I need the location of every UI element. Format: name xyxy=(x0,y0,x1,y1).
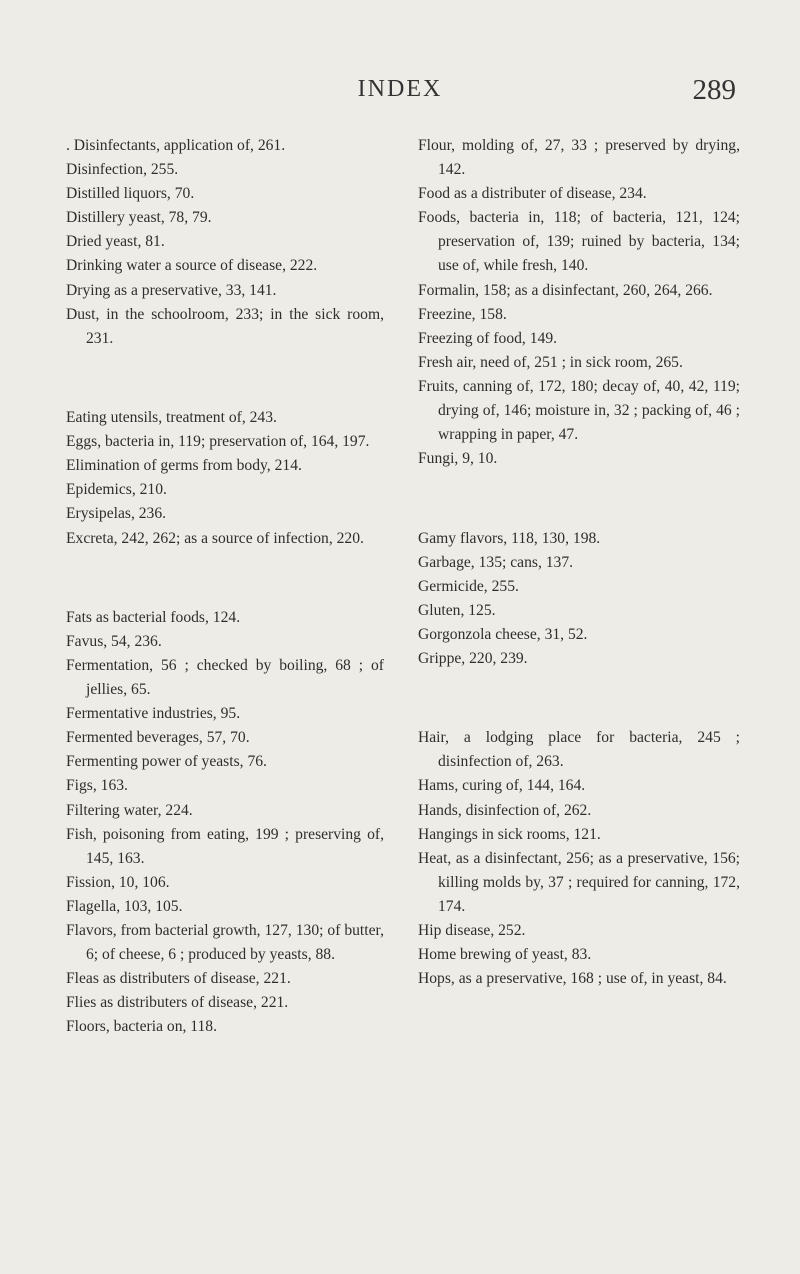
index-entry: Fresh air, need of, 251 ; in sick room, 265. xyxy=(418,353,683,371)
index-entry: Elimination of germs from body, 214. xyxy=(66,457,302,475)
index-entry: Epidemics, 210. xyxy=(66,481,167,499)
index-entry: Floors, bacteria on, 118. xyxy=(66,1018,217,1036)
index-entry: Freezine, 158. xyxy=(418,305,507,323)
index-entry: Favus, 54, 236. xyxy=(66,632,162,650)
index-entry: Fermentation, 56 ; checked by boiling, 68 ; of jellies, 65. xyxy=(66,656,384,699)
index-entry: Fission, 10, 106. xyxy=(66,873,170,891)
index-entry: Flies as distributers of disease, 221. xyxy=(66,994,289,1012)
index-entry: Heat, as a disinfectant, 256; as a preservative, 156; killing molds by, 37 ; required for canning, 172, 174. xyxy=(418,849,740,915)
index-entry: Hair, a lodging place for bacteria, 245 ; disinfection of, 263. xyxy=(418,729,740,771)
index-entry: Food as a distributer of disease, 234. xyxy=(418,185,647,203)
index-entry: Disinfection, 255. xyxy=(66,161,179,179)
page-title: INDEX xyxy=(357,76,443,102)
section-gap xyxy=(418,487,740,511)
index-entry: Fish, poisoning from eating, 199 ; preserving of, 145, 163. xyxy=(66,825,384,867)
index-entry: Erysipelas, 236. xyxy=(66,505,167,523)
index-entry: Hands, disinfection of, 262. xyxy=(418,801,592,819)
index-entry: Germicide, 255. xyxy=(418,577,519,595)
index-entry: Distillery yeast, 78, 79. xyxy=(66,209,212,227)
index-entry: Fermentative industries, 95. xyxy=(66,705,241,723)
index-entry: Fungi, 9, 10. xyxy=(418,450,498,468)
index-entry: . Disinfectants, application of, 261. xyxy=(66,137,286,154)
index-entry: Formalin, 158; as a disinfectant, 260, 264, 266. xyxy=(418,281,713,299)
index-entry: Dust, in the schoolroom, 233; in the sick room, 231. xyxy=(66,305,384,347)
index-entry: Dried yeast, 81. xyxy=(66,233,165,251)
index-entry: Hangings in sick rooms, 121. xyxy=(418,825,601,843)
index-column-left xyxy=(66,134,384,1039)
index-entry: Gamy flavors, 118, 130, 198. xyxy=(418,529,601,547)
index-entry: Freezing of food, 149. xyxy=(418,329,558,347)
index-entry: Flavors, from bacterial growth, 127, 130; of butter, 6; of cheese, 6 ; produced by yeasts, 88. xyxy=(66,922,384,964)
section-gap xyxy=(66,366,384,390)
index-entry: Flagella, 103, 105. xyxy=(66,897,183,915)
index-entry: Gorgonzola cheese, 31, 52. xyxy=(418,625,588,643)
index-entry: Fats as bacterial foods, 124. xyxy=(66,608,241,626)
index-entry: Grippe, 220, 239. xyxy=(418,649,528,667)
index-entry: Filtering water, 224. xyxy=(66,801,193,819)
index-entry: Fermenting power of yeasts, 76. xyxy=(66,753,267,771)
page-number: 289 xyxy=(692,74,736,106)
index-column-right xyxy=(418,134,740,991)
index-entry: Foods, bacteria in, 118; of bacteria, 121, 124; preservation of, 139; ruined by bacteria, 134; use of, while fresh, 140. xyxy=(418,209,740,275)
index-entry: Eggs, bacteria in, 119; preservation of, 164, 197. xyxy=(66,433,370,451)
index-entry: Hops, as a preservative, 168 ; use of, in yeast, 84. xyxy=(418,970,727,988)
section-gap xyxy=(418,687,740,711)
section-gap xyxy=(66,566,384,590)
index-entry: Hip disease, 252. xyxy=(418,922,526,939)
index-entry: Hams, curing of, 144, 164. xyxy=(418,777,586,795)
index-entry: Flour, molding of, 27, 33 ; preserved by drying, 142. xyxy=(418,137,740,179)
index-entry: Drinking water a source of disease, 222. xyxy=(66,257,318,275)
index-entry: Fruits, canning of, 172, 180; decay of, 40, 42, 119; drying of, 146; moisture in, 32 ; packing of, 46 ; wrapping in paper, 47. xyxy=(418,377,740,444)
running-head xyxy=(0,76,800,110)
index-entry: Garbage, 135; cans, 137. xyxy=(418,553,574,571)
index-entry: Gluten, 125. xyxy=(418,601,496,619)
index-entry: Fermented beverages, 57, 70. xyxy=(66,729,250,747)
index-entry: Figs, 163. xyxy=(66,777,128,795)
index-entry: Drying as a preservative, 33, 141. xyxy=(66,281,277,299)
index-entry: Eating utensils, treatment of, 243. xyxy=(66,409,277,427)
index-entry: Distilled liquors, 70. xyxy=(66,185,195,203)
index-entry: Excreta, 242, 262; as a source of infection, 220. xyxy=(66,529,364,547)
index-entry: Fleas as distributers of disease, 221. xyxy=(66,970,291,988)
index-entry: Home brewing of yeast, 83. xyxy=(418,946,592,964)
